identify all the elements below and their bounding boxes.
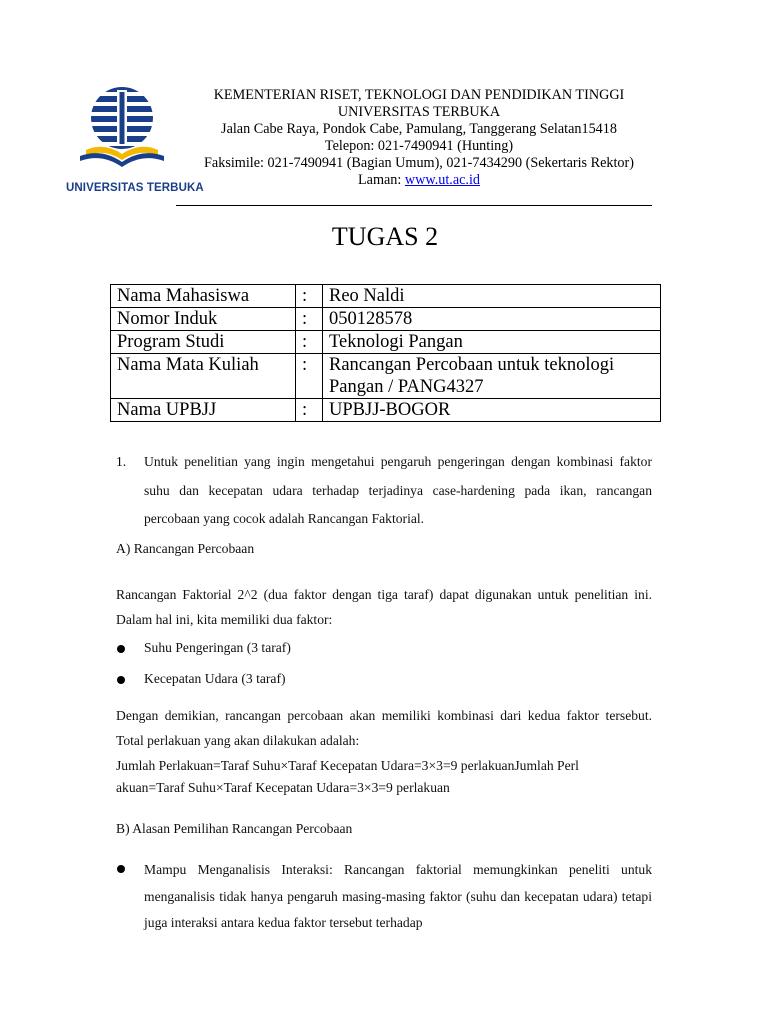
table-row (111, 331, 661, 354)
letterhead (176, 87, 662, 189)
row-label: Program Studi (111, 331, 296, 354)
row-label: Nama Mahasiswa (111, 285, 296, 308)
row-separator: : (296, 354, 323, 399)
factor-bullet-2: Kecepatan Udara (3 taraf) (144, 671, 286, 686)
row-separator: : (296, 308, 323, 331)
row-separator: : (296, 399, 323, 422)
row-label: Nomor Induk (111, 308, 296, 331)
ministry-name: KEMENTERIAN RISET, TEKNOLOGI DAN PENDIDIKAN TINGGI (213, 87, 625, 103)
row-value: Teknologi Pangan (323, 331, 661, 354)
university-name: UNIVERSITAS TERBUKA (337, 104, 501, 120)
student-identity-table (110, 284, 661, 422)
address: Jalan Cabe Raya, Pondok Cabe, Pamulang, Tanggerang Selatan15418 (221, 121, 617, 137)
row-separator: : (296, 331, 323, 354)
website-label: Laman: (357, 172, 405, 188)
website-link[interactable]: www.ut.ac.id (404, 172, 480, 188)
row-value: Rancangan Percobaan untuk teknologi Pangan / PANG4327 (323, 354, 661, 399)
row-label: Nama UPBJJ (111, 399, 296, 422)
letterhead-divider (176, 205, 652, 206)
bullet-dot (117, 676, 125, 684)
bullet-dot (117, 865, 125, 873)
row-value: 050128578 (323, 308, 661, 331)
reason-bullet-1: Mampu Menganalisis Interaksi: Rancangan faktorial memungkinkan peneliti untuk menganalisis tidak hanya pengaruh masing-masing faktor (suhu dan kecepatan udara) tetapi juga interaksi antara kedua faktor tersebut terhadap (144, 862, 652, 930)
row-label: Nama Mata Kuliah (111, 354, 296, 399)
row-value: UPBJJ-BOGOR (323, 399, 661, 422)
telephone: Telepon: 021-7490941 (Hunting) (324, 138, 514, 154)
formula-line-1: Jumlah Perlakuan=Taraf Suhu×Taraf Kecepatan Udara=3×3=9 perlakuanJumlah Perl (116, 758, 579, 773)
university-logo (66, 82, 204, 200)
table-row (111, 308, 661, 331)
question-text: Untuk penelitian yang ingin mengetahui pengaruh pengeringan dengan kombinasi faktor suhu dan kecepatan udara terhadap terjadinya case-hardening pada ikan, rancangan percobaan yang cocok adalah Rancangan Faktorial. (144, 454, 652, 526)
section-a-paragraph-2: Dengan demikian, rancangan percobaan akan memiliki kombinasi dari kedua faktor tersebut. Total perlakuan yang akan dilakukan adalah: (116, 708, 652, 748)
formula-line-2: akuan=Taraf Suhu×Taraf Kecepatan Udara=3×3=9 perlakuan (116, 780, 450, 795)
university-emblem-icon (66, 82, 178, 178)
bullet-dot (117, 645, 125, 653)
question-number: 1. (116, 454, 127, 469)
row-value: Reo Naldi (323, 285, 661, 308)
logo-text: UNIVERSITAS TERBUKA (66, 182, 204, 194)
row-separator: : (296, 285, 323, 308)
table-row (111, 399, 661, 422)
fax: Faksimile: 021-7490941 (Bagian Umum), 021-7434290 (Sekertaris Rektor) (204, 155, 634, 171)
page-title: TUGAS 2 (331, 222, 439, 251)
section-b-heading: B) Alasan Pemilihan Rancangan Percobaan (116, 821, 353, 836)
section-a-paragraph: Rancangan Faktorial 2^2 (dua faktor dengan tiga taraf) dapat digunakan untuk penelitian ini. Dalam hal ini, kita memiliki dua faktor: (116, 587, 652, 627)
table-row (111, 354, 661, 399)
website-line (176, 172, 662, 189)
factor-bullet-1: Suhu Pengeringan (3 taraf) (144, 640, 291, 655)
section-a-heading: A) Rancangan Percobaan (116, 541, 255, 556)
table-row (111, 285, 661, 308)
